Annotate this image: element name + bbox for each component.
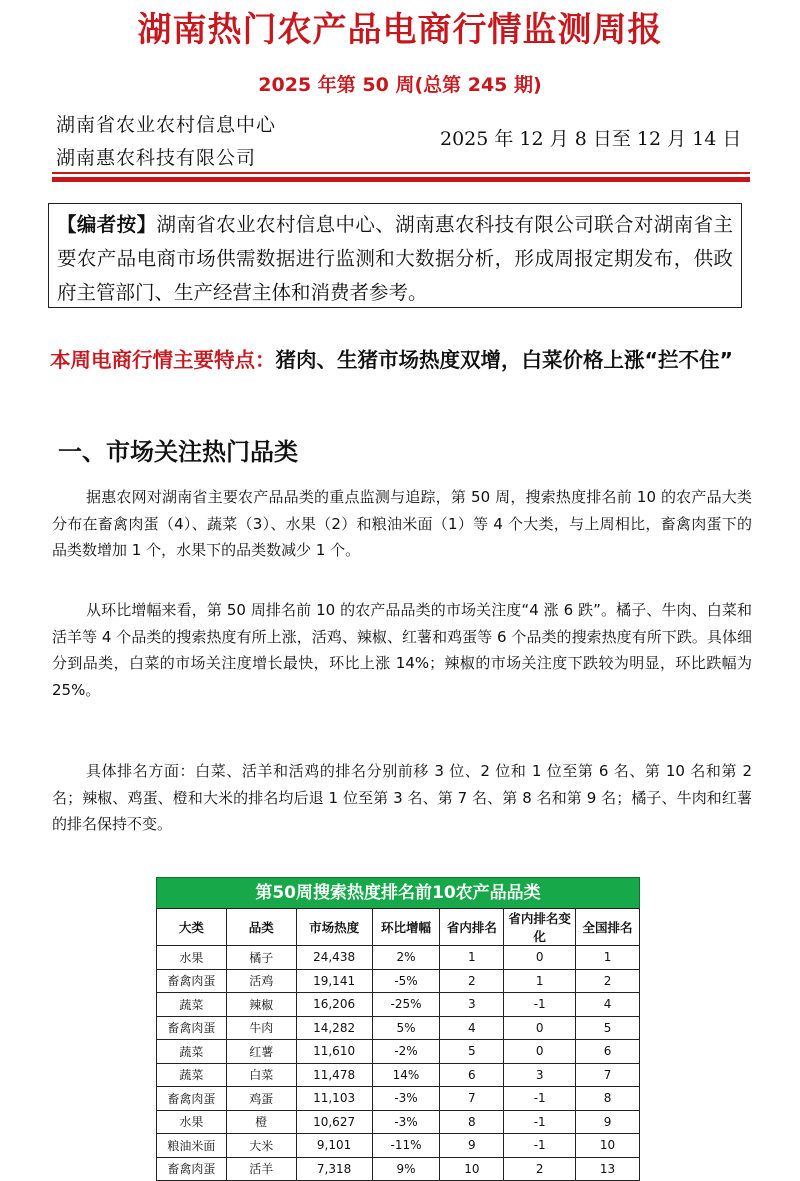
table-cell: 水果 — [157, 1110, 227, 1134]
ranking-table-container — [156, 877, 640, 1181]
table-cell: 橘子 — [226, 946, 296, 970]
table-cell: 5% — [372, 1016, 440, 1040]
table-cell: 1 — [504, 969, 576, 993]
table-cell: 牛肉 — [226, 1016, 296, 1040]
publisher-org-1: 湖南省农业农村信息中心 — [56, 114, 277, 136]
col-header: 品类 — [226, 909, 296, 946]
table-cell: 鸡蛋 — [226, 1087, 296, 1111]
table-cell: 畜禽肉蛋 — [157, 969, 227, 993]
table-cell: 14% — [372, 1063, 440, 1087]
table-cell: 4 — [576, 993, 640, 1017]
table-cell: 1 — [440, 946, 504, 970]
col-header: 全国排名 — [576, 909, 640, 946]
table-cell: 3 — [440, 993, 504, 1017]
table-cell: 7 — [440, 1087, 504, 1111]
paragraph-ranking: 具体排名方面：白菜、活羊和活鸡的排名分别前移 3 位、2 位和 1 位至第 6 名、第 10 名和第 2 名；辣椒、鸡蛋、橙和大米的排名均后退 1 位至第 3 名、第 7 名、第 8 名和第 9 名；橘子、牛肉和红薯的排名保持不变。 — [52, 762, 752, 833]
col-header: 市场热度 — [296, 909, 372, 946]
table-row — [157, 993, 640, 1017]
table-cell: 14,282 — [296, 1016, 372, 1040]
table-cell: -3% — [372, 1110, 440, 1134]
ranking-table — [156, 908, 640, 1181]
table-caption: 第50周搜索热度排名前10农产品品类 — [156, 877, 640, 908]
table-cell: 2 — [504, 1157, 576, 1181]
issue-number: 2025 年第 50 周(总第 245 期) — [258, 74, 542, 96]
header-divider-thick — [52, 177, 750, 182]
table-cell: 0 — [504, 1016, 576, 1040]
weekly-highlight — [50, 334, 770, 386]
table-cell: 19,141 — [296, 969, 372, 993]
table-cell: 10 — [576, 1134, 640, 1158]
table-cell: -3% — [372, 1087, 440, 1111]
table-cell: 2 — [576, 969, 640, 993]
col-header: 省内排名变化 — [504, 909, 576, 946]
table-cell: 16,206 — [296, 993, 372, 1017]
table-cell: 10,627 — [296, 1110, 372, 1134]
table-cell: 0 — [504, 946, 576, 970]
table-cell: 11,103 — [296, 1087, 372, 1111]
header-divider-thin — [52, 172, 750, 174]
table-row — [157, 1063, 640, 1087]
table-cell: -5% — [372, 969, 440, 993]
table-cell: 蔬菜 — [157, 1040, 227, 1064]
table-cell: 0 — [504, 1040, 576, 1064]
table-row — [157, 969, 640, 993]
table-cell: 5 — [576, 1016, 640, 1040]
table-cell: 3 — [504, 1063, 576, 1087]
table-cell: 13 — [576, 1157, 640, 1181]
table-cell: 活羊 — [226, 1157, 296, 1181]
col-header: 环比增幅 — [372, 909, 440, 946]
table-cell: 9 — [440, 1134, 504, 1158]
publisher-org-2: 湖南惠农科技有限公司 — [56, 147, 257, 169]
table-cell: -2% — [372, 1040, 440, 1064]
table-cell: 蔬菜 — [157, 1063, 227, 1087]
table-cell: 大米 — [226, 1134, 296, 1158]
table-cell: 11,610 — [296, 1040, 372, 1064]
table-cell: -1 — [504, 1134, 576, 1158]
table-cell: -1 — [504, 993, 576, 1017]
table-cell: 蔬菜 — [157, 993, 227, 1017]
table-cell: 畜禽肉蛋 — [157, 1157, 227, 1181]
table-cell: 5 — [440, 1040, 504, 1064]
editor-note-tag: 【编者按】 — [57, 213, 157, 236]
report-title: 湖南热门农产品电商行情监测周报 — [137, 10, 663, 50]
table-cell: 4 — [440, 1016, 504, 1040]
paragraph-category-distribution: 据惠农网对湖南省主要农产品品类的重点监测与追踪，第 50 周，搜索热度排名前 10 的农产品大类分布在畜禽肉蛋（4）、蔬菜（3）、水果（2）和粮油米面（1）等 4 个大类，与上周相比，畜禽肉蛋下的品类数增加 1 个，水果下的品类数减少 1 个。 — [52, 488, 752, 559]
table-cell: 2 — [440, 969, 504, 993]
table-cell: 水果 — [157, 946, 227, 970]
table-cell: 粮油米面 — [157, 1134, 227, 1158]
table-cell: 9 — [576, 1110, 640, 1134]
table-cell: 6 — [440, 1063, 504, 1087]
table-row — [157, 1157, 640, 1181]
table-row — [157, 1040, 640, 1064]
table-row — [157, 1087, 640, 1111]
table-cell: 8 — [440, 1110, 504, 1134]
highlight-text: 猪肉、生猪市场热度双增，白菜价格上涨“拦不住” — [275, 348, 733, 372]
highlight-lead: 本周电商行情主要特点： — [50, 348, 276, 372]
table-cell: 24,438 — [296, 946, 372, 970]
col-header: 省内排名 — [440, 909, 504, 946]
table-cell: 2% — [372, 946, 440, 970]
table-cell: 1 — [576, 946, 640, 970]
table-cell: -1 — [504, 1110, 576, 1134]
table-cell: 白菜 — [226, 1063, 296, 1087]
table-cell: 8 — [576, 1087, 640, 1111]
table-row — [157, 946, 640, 970]
table-cell: -11% — [372, 1134, 440, 1158]
table-cell: 9,101 — [296, 1134, 372, 1158]
date-range: 2025 年 12 月 8 日至 12 月 14 日 — [440, 128, 742, 150]
table-row — [157, 1110, 640, 1134]
editor-note-box — [48, 203, 742, 308]
table-header-row — [157, 909, 640, 946]
table-cell: 10 — [440, 1157, 504, 1181]
col-header: 大类 — [157, 909, 227, 946]
paragraph-growth: 从环比增幅来看，第 50 周排名前 10 的农产品品类的市场关注度“4 涨 6 跌”。橘子、牛肉、白菜和活羊等 4 个品类的搜索热度有所上涨，活鸡、辣椒、红薯和鸡蛋等 6 个品类的搜索热度有所下跌。具体细分到品类，白菜的市场关注度增长最快，环比上涨 14%；辣椒的市场关注度下跌较为明显，环比跌幅为 25%。 — [52, 601, 752, 699]
table-cell: 6 — [576, 1040, 640, 1064]
table-cell: 活鸡 — [226, 969, 296, 993]
table-cell: -1 — [504, 1087, 576, 1111]
section-heading: 一、市场关注热门品类 — [58, 437, 298, 466]
editor-note-text: 湖南省农业农村信息中心、湖南惠农科技有限公司联合对湖南省主要农产品电商市场供需数据进行监测和大数据分析，形成周报定期发布，供政府主管部门、生产经营主体和消费者参考。 — [57, 213, 733, 304]
table-cell: 9% — [372, 1157, 440, 1181]
table-cell: 畜禽肉蛋 — [157, 1087, 227, 1111]
table-cell: 7,318 — [296, 1157, 372, 1181]
table-cell: 7 — [576, 1063, 640, 1087]
table-row — [157, 1134, 640, 1158]
table-cell: 畜禽肉蛋 — [157, 1016, 227, 1040]
table-cell: 橙 — [226, 1110, 296, 1134]
table-cell: -25% — [372, 993, 440, 1017]
table-row — [157, 1016, 640, 1040]
table-cell: 11,478 — [296, 1063, 372, 1087]
table-cell: 辣椒 — [226, 993, 296, 1017]
table-cell: 红薯 — [226, 1040, 296, 1064]
